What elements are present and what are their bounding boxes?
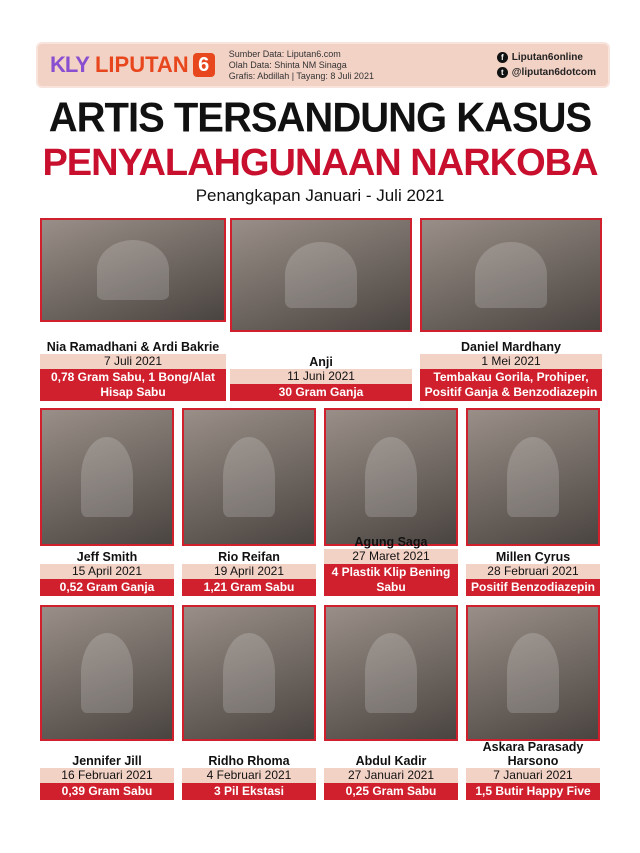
artist-caption	[324, 754, 458, 800]
person-silhouette-icon	[507, 633, 559, 712]
person-silhouette-icon	[81, 633, 133, 712]
artist-photo	[466, 408, 600, 546]
artist-card	[466, 408, 600, 596]
twitter-icon: t	[497, 67, 508, 78]
arrest-date: 4 Februari 2021	[182, 768, 316, 783]
artist-card	[324, 408, 458, 596]
header-banner	[36, 42, 610, 88]
person-silhouette-icon	[475, 242, 546, 308]
artist-name: Nia Ramadhani & Ardi Bakrie	[46, 340, 220, 354]
artist-caption	[466, 740, 600, 800]
artist-caption	[420, 340, 602, 401]
title-line-1: ARTIS TERSANDUNG KASUS	[48, 94, 592, 142]
person-silhouette-icon	[365, 437, 417, 517]
evidence-description: 0,52 Gram Ganja	[40, 579, 174, 596]
artist-name: Abdul Kadir	[355, 754, 427, 768]
evidence-description: 3 Pil Ekstasi	[182, 783, 316, 800]
arrest-date: 7 Juli 2021	[40, 354, 226, 369]
artist-caption	[40, 340, 226, 401]
artist-name: Anji	[309, 355, 333, 369]
artist-name: Jennifer Jill	[72, 754, 142, 768]
person-silhouette-icon	[365, 633, 417, 712]
artist-caption	[182, 754, 316, 800]
artist-photo	[420, 218, 602, 332]
title-line-2: PENYALAHGUNAAN NARKOBA	[42, 142, 598, 184]
facebook-icon: f	[497, 52, 508, 63]
artist-name: Rio Reifan	[218, 550, 280, 564]
artist-photo	[324, 408, 458, 546]
facebook-handle[interactable]: Liputan6online	[511, 52, 583, 63]
artist-caption	[40, 754, 174, 800]
artist-card	[40, 218, 226, 401]
arrest-date: 19 April 2021	[182, 564, 316, 579]
artist-card	[40, 605, 174, 800]
liputan6-logo-six: 6	[193, 53, 215, 77]
evidence-description: 0,25 Gram Sabu	[324, 783, 458, 800]
credit-graphic: Grafis: Abdillah | Tayang: 8 Juli 2021	[228, 70, 374, 81]
artist-name: Jeff Smith	[76, 550, 138, 564]
arrest-date: 27 Januari 2021	[324, 768, 458, 783]
evidence-description: 4 Plastik Klip Bening Sabu	[324, 564, 458, 596]
evidence-description: Positif Benzodiazepin	[466, 579, 600, 596]
artist-card	[324, 605, 458, 800]
arrest-date: 7 Januari 2021	[466, 768, 600, 783]
artist-name: Agung Saga	[354, 535, 428, 549]
artist-name: Ridho Rhoma	[208, 754, 290, 768]
artist-card	[420, 218, 602, 401]
artist-card	[182, 408, 316, 596]
credit-data: Olah Data: Shinta NM Sinaga	[228, 59, 347, 70]
evidence-description: 0,78 Gram Sabu, 1 Bong/Alat Hisap Sabu	[40, 369, 226, 401]
twitter-handle[interactable]: @liputan6dotcom	[511, 67, 596, 78]
artist-photo	[466, 605, 600, 741]
artist-card	[230, 218, 412, 401]
artist-caption	[230, 355, 412, 401]
artist-card	[466, 605, 600, 800]
evidence-description: 0,39 Gram Sabu	[40, 783, 174, 800]
evidence-description: 1,21 Gram Sabu	[182, 579, 316, 596]
artist-caption	[40, 550, 174, 596]
artist-caption	[324, 535, 458, 596]
artist-photo	[182, 605, 316, 741]
credit-source: Sumber Data: Liputan6.com	[228, 48, 341, 59]
person-silhouette-icon	[507, 437, 559, 517]
evidence-description: Tembakau Gorila, Prohiper, Positif Ganja & Benzodiazepin	[420, 369, 602, 401]
artist-photo	[230, 218, 412, 332]
artist-card	[40, 408, 174, 596]
artist-name: Daniel Mardhany	[460, 340, 562, 354]
artist-photo	[40, 408, 174, 546]
kly-logo: KLY	[50, 52, 89, 77]
artist-name: Askara Parasady Harsono	[482, 740, 584, 768]
person-silhouette-icon	[285, 242, 356, 308]
artist-caption	[466, 550, 600, 596]
arrest-date: 11 Juni 2021	[230, 369, 412, 384]
artist-photo	[324, 605, 458, 741]
arrest-date: 28 Februari 2021	[466, 564, 600, 579]
person-silhouette-icon	[223, 437, 275, 517]
artist-card	[182, 605, 316, 800]
arrest-date: 1 Mei 2021	[420, 354, 602, 369]
artist-photo	[40, 218, 226, 322]
person-silhouette-icon	[97, 240, 170, 300]
arrest-date: 27 Maret 2021	[324, 549, 458, 564]
subtitle: Penangkapan Januari - Juli 2021	[195, 186, 445, 205]
artist-caption	[182, 550, 316, 596]
social-links	[497, 50, 596, 80]
artist-photo	[40, 605, 174, 741]
arrest-date: 15 April 2021	[40, 564, 174, 579]
evidence-description: 30 Gram Ganja	[230, 384, 412, 401]
liputan6-logo: LIPUTAN	[94, 52, 189, 77]
person-silhouette-icon	[223, 633, 275, 712]
credits	[229, 49, 374, 82]
arrest-date: 16 Februari 2021	[40, 768, 174, 783]
evidence-description: 1,5 Butir Happy Five	[466, 783, 600, 800]
artist-photo	[182, 408, 316, 546]
person-silhouette-icon	[81, 437, 133, 517]
artist-name: Millen Cyrus	[495, 550, 571, 564]
